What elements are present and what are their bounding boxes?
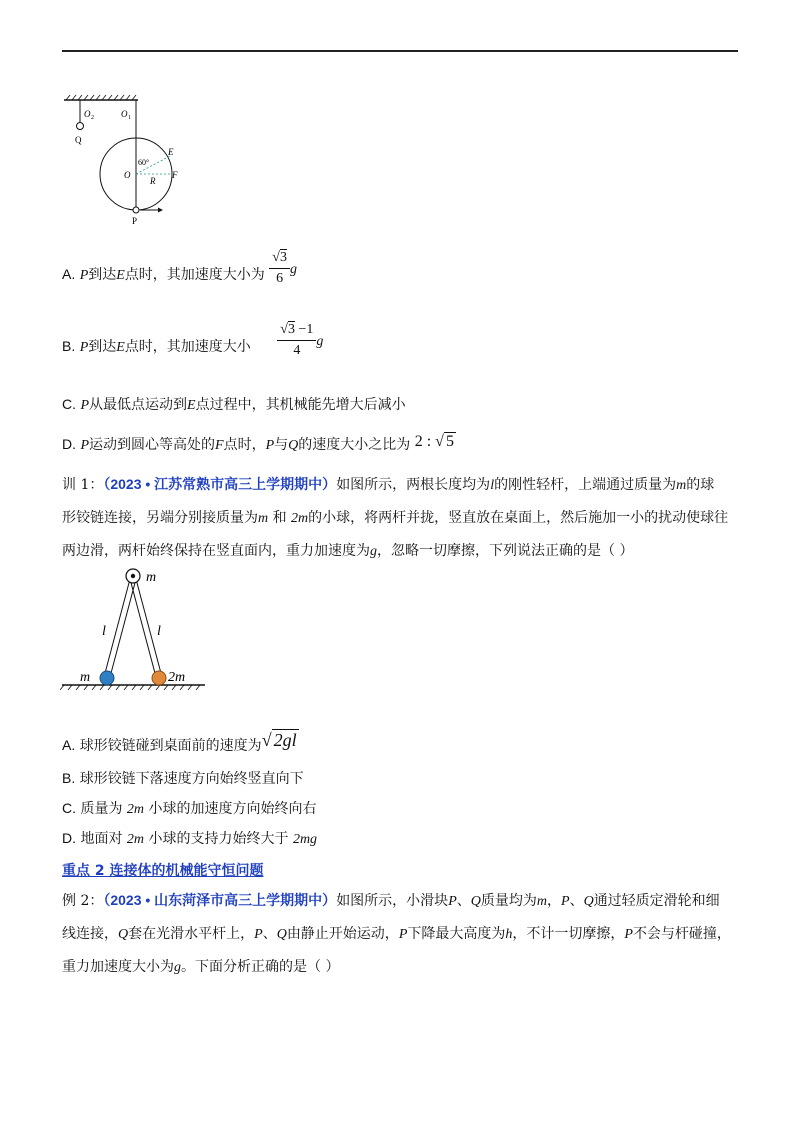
text: 质量均为 — [480, 893, 537, 909]
var-p: P — [624, 927, 633, 942]
option-text: 到达 — [88, 339, 117, 355]
var-e: E — [187, 398, 196, 413]
train1-line2 — [62, 502, 742, 535]
option-text: 到达 — [88, 267, 117, 283]
var-e: E — [116, 268, 125, 283]
text: 如图所示，两根长度均为 — [336, 477, 491, 493]
q2-option-a — [62, 730, 299, 756]
var-p: P — [80, 398, 90, 413]
label-right-2m: 2m — [168, 670, 186, 685]
var-g: g — [370, 544, 377, 559]
pendulum-circle-figure — [60, 92, 200, 227]
text: 由静止开始运动， — [286, 926, 399, 942]
option-text: 运动到圆心等高处的 — [89, 437, 216, 453]
text: 。下面分析正确的是（ ） — [181, 959, 340, 975]
hinge-rods-figure — [60, 565, 210, 690]
var-p: P — [79, 340, 89, 355]
text: 如图所示，小滑块 — [336, 893, 449, 909]
option-text: 的速度大小之比为 — [298, 437, 411, 453]
ratio: 2 : √ 5 — [414, 433, 454, 450]
example2-line1 — [62, 884, 742, 918]
option-text: 球形铰链碰到桌面前的速度为 — [79, 738, 262, 754]
label-p: P — [132, 216, 138, 226]
var-p: P — [254, 927, 263, 942]
var-q: Q — [118, 927, 129, 942]
fraction: $\frac{√3 -1}{4}$ — [277, 320, 316, 361]
text: 下降最大高度为 — [407, 926, 506, 942]
header-rule — [62, 50, 738, 52]
text: 、 — [569, 893, 584, 909]
text: 通过轻质定滑轮和细 — [593, 893, 720, 909]
var-2m: 2m — [291, 511, 309, 526]
frac-num: 3 — [279, 249, 287, 265]
var-p: P — [398, 927, 408, 942]
var-p: P — [265, 438, 275, 453]
text: 形铰链连接，另端分别接质量为 — [62, 510, 258, 526]
var-p: P — [80, 438, 90, 453]
var-q: Q — [470, 894, 481, 909]
ball-p — [133, 207, 139, 213]
ball-2m — [152, 671, 166, 685]
label-r: R — [150, 176, 156, 186]
option-letter: B. — [62, 770, 76, 786]
label-l-right: l — [157, 624, 161, 639]
var-m: m — [258, 511, 269, 526]
section-heading: 重点 2 连接体的机械能守恒问题 — [62, 863, 264, 879]
option-text: 质量为 — [80, 801, 123, 817]
option-text: 地面对 — [80, 831, 123, 847]
label-o1-sub: 1 — [128, 115, 131, 121]
example2-line2 — [62, 918, 742, 951]
frac-num: 3 — [287, 321, 295, 337]
fraction: $\frac{√3}{6}$ — [269, 248, 290, 289]
sqrt-2gl: √ 2gl — [261, 730, 297, 750]
var-f: F — [215, 438, 224, 453]
option-text: 球形铰链下落速度方向始终竖直向下 — [79, 771, 304, 787]
var-m: m — [536, 894, 547, 909]
frac-den: 4 — [293, 342, 301, 358]
option-text: 小球的加速度方向始终向右 — [148, 801, 317, 817]
label-f: F — [172, 170, 178, 180]
text: 和 — [272, 510, 287, 526]
option-text: 点时，其加速度大小为 — [124, 267, 265, 283]
var-g: g — [316, 334, 324, 349]
q1-option-b — [62, 321, 324, 361]
option-text: 点时，其加速度大小 — [124, 339, 251, 355]
var-l: l — [490, 478, 495, 493]
var-e: E — [116, 340, 125, 355]
text: 的小球，将两杆并拢，竖直放在桌面上，然后施加一小的扰动使球往 — [308, 510, 729, 526]
example2-prefix: 例 2： — [62, 893, 104, 909]
text: ，不计一切摩擦， — [512, 926, 625, 942]
option-letter: A. — [62, 266, 76, 282]
q1-option-c — [62, 394, 406, 416]
option-letter: D. — [62, 830, 76, 846]
example2-paragraph — [62, 884, 742, 984]
text: ，忽略一切摩擦，下列说法正确的是（ ） — [377, 543, 634, 559]
var-m: m — [676, 478, 687, 493]
label-o2-sub: 2 — [91, 115, 94, 121]
q2-option-d — [62, 828, 317, 850]
var-p: P — [448, 894, 457, 909]
option-letter: A. — [62, 737, 76, 753]
label-o: O — [124, 170, 131, 180]
label-left-m: m — [80, 670, 91, 685]
q2-option-b — [62, 768, 304, 789]
label-top-m: m — [146, 570, 157, 585]
var-2m: 2m — [126, 832, 145, 847]
var-2m: 2m — [126, 802, 145, 817]
option-letter: C. — [62, 800, 76, 816]
sqrt-content: 2gl — [273, 730, 297, 750]
label-l-left: l — [102, 624, 106, 639]
option-letter: B. — [62, 338, 76, 354]
var-h: h — [505, 927, 513, 942]
ratio-sqrt: 5 — [445, 433, 454, 450]
label-q: Q — [75, 135, 82, 145]
text: ， — [547, 893, 561, 909]
text: 套在光滑水平杆上， — [128, 926, 255, 942]
ratio-a: 2 : — [414, 433, 436, 450]
frac-num-tail: −1 — [294, 321, 314, 337]
var-g: g — [289, 262, 297, 277]
example2-source: （2023 • 山东菏泽市高三上学期期中） — [103, 892, 337, 908]
text: 重力加速度大小为 — [62, 959, 174, 975]
train1-paragraph — [62, 468, 742, 568]
option-text: 从最低点运动到 — [89, 397, 188, 413]
ball-q — [77, 123, 84, 130]
text: 线连接， — [62, 926, 118, 942]
ball-m — [100, 671, 114, 685]
option-text: 小球的支持力始终大于 — [148, 831, 289, 847]
q1-option-a — [62, 249, 297, 289]
option-text: 与 — [274, 437, 289, 453]
train1-prefix: 训 1： — [62, 477, 104, 493]
label-e: E — [168, 147, 174, 157]
var-g: g — [174, 960, 181, 975]
ceiling — [64, 95, 138, 100]
train1-line3 — [62, 535, 742, 568]
option-text: 点过程中，其机械能先增大后减小 — [195, 397, 406, 413]
label-o2: O — [84, 109, 91, 119]
train1-source: （2023 • 江苏常熟市高三上学期期中） — [103, 476, 337, 492]
example2-line3 — [62, 951, 742, 984]
text: 、 — [262, 926, 277, 942]
option-letter: D. — [62, 436, 76, 452]
q2-option-c — [62, 798, 316, 820]
label-o1: O — [121, 109, 128, 119]
option-text: 点时， — [223, 437, 266, 453]
text: 的球 — [686, 477, 715, 493]
var-2mg: 2mg — [292, 832, 318, 847]
label-angle: 60° — [138, 158, 150, 167]
var-p: P — [561, 894, 570, 909]
var-p: P — [79, 268, 89, 283]
text: 的刚性轻杆，上端通过质量为 — [494, 477, 677, 493]
var-q: Q — [583, 894, 594, 909]
train1-line1 — [62, 468, 742, 502]
text: 不会与杆碰撞， — [632, 926, 731, 942]
var-q: Q — [276, 927, 287, 942]
q1-option-d — [62, 432, 456, 456]
var-q: Q — [288, 438, 299, 453]
text: 两边滑，两杆始终保持在竖直面内，重力加速度为 — [62, 543, 370, 559]
frac-den: 6 — [276, 270, 284, 286]
text: 、 — [456, 893, 471, 909]
option-letter: C. — [62, 396, 76, 412]
